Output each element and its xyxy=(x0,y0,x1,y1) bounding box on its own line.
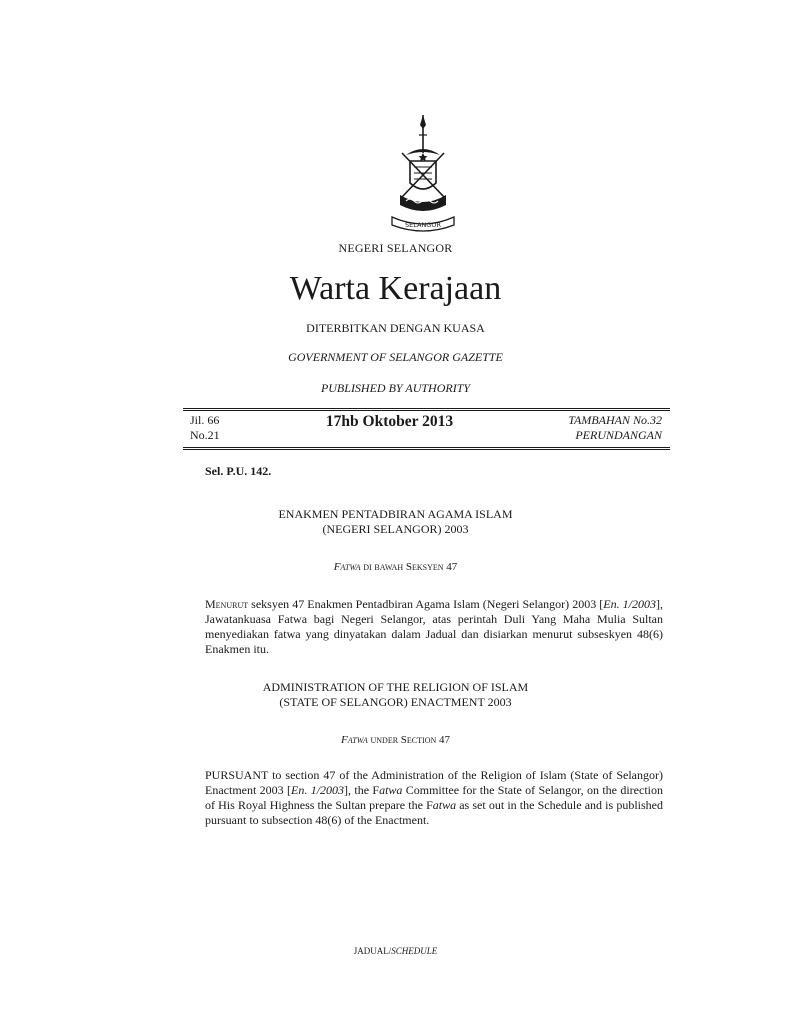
english-heading-line1: ADMINISTRATION OF THE RELIGION OF ISLAM xyxy=(262,680,529,694)
fatwa-rest: di bawah Seksyen 47 xyxy=(360,561,458,573)
jadual-label: JADUAL/ xyxy=(353,946,392,956)
subtitle-malay: DITERBITKAN DENGAN KUASA xyxy=(306,321,485,335)
malay-paragraph xyxy=(205,597,663,657)
subtitle-english: GOVERNMENT OF SELANGOR GAZETTE xyxy=(288,350,503,364)
english-text-d: as set out in the Schedule and is published pursuant to subsection 48(6) of the Enactment. xyxy=(205,798,663,827)
issue-number: No.21 xyxy=(190,428,220,442)
english-enactment-heading xyxy=(0,680,791,710)
supplement-number: TAMBAHAN No.32 xyxy=(568,413,662,427)
malay-enactment-heading xyxy=(0,507,791,537)
english-heading-line2: (STATE OF SELANGOR) ENACTMENT 2003 xyxy=(279,695,512,709)
english-paragraph xyxy=(205,768,663,828)
selangor-crest-icon xyxy=(388,113,458,235)
english-citation: En. 1/2003 xyxy=(291,783,345,797)
state-name: NEGERI SELANGOR xyxy=(338,241,453,255)
english-text-c: Committee for the State of Selangor, on the direction of His Royal Highness the Sultan prepare the F xyxy=(205,783,663,812)
malay-text-b: ], Jawatankuasa Fatwa bagi Negeri Selangor, atas perintah Duli Yang Maha Mulia Sultan menyediakan fatwa yang dinyatakan dalam Jadual dan disiarkan menurut subseskyen 48(6) Enakmen itu. xyxy=(205,597,663,656)
schedule-label: SCHEDULE xyxy=(391,946,438,956)
schedule-footer xyxy=(0,946,791,956)
malay-fatwa-subheading xyxy=(0,561,791,573)
gazette-title: Warta Kerajaan xyxy=(289,270,502,307)
supplement-info xyxy=(500,413,662,443)
malay-heading-line1: ENAKMEN PENTADBIRAN AGAMA ISLAM xyxy=(278,507,513,521)
volume-number: Jil. 66 xyxy=(190,413,220,427)
header-rule xyxy=(183,449,670,450)
fatwa-rest: under Section 47 xyxy=(367,734,451,746)
reference-number: Sel. P.U. 142. xyxy=(205,464,272,478)
english-fatwa-subheading xyxy=(0,734,791,746)
malay-text-a: seksyen 47 Enakmen Pentadbiran Agama Islam (Negeri Selangor) 2003 [ xyxy=(248,597,604,611)
english-text-b: ], the F xyxy=(344,783,380,797)
malay-lead-word: Menurut xyxy=(205,597,249,611)
crest-ribbon-label: SELANGOR xyxy=(405,221,441,229)
subtitle-published: PUBLISHED BY AUTHORITY xyxy=(320,381,471,395)
header-rule xyxy=(183,408,670,409)
english-atwa-2: atwa xyxy=(432,798,457,812)
header-rule xyxy=(183,410,670,411)
issue-date: 17hb Oktober 2013 xyxy=(325,413,454,430)
fatwa-word: Fatwa xyxy=(333,561,361,573)
english-atwa-1: atwa xyxy=(379,783,403,797)
malay-heading-line2: (NEGERI SELANGOR) 2003 xyxy=(322,522,469,536)
supplement-type: PERUNDANGAN xyxy=(575,428,662,442)
volume-info xyxy=(190,413,220,443)
malay-citation: En. 1/2003 xyxy=(603,597,656,611)
header-rule xyxy=(183,447,670,448)
english-text-a: PURSUANT to section 47 of the Administration of the Religion of Islam (State of Selangor) Enactment 2003 [ xyxy=(205,768,663,797)
fatwa-word: Fatwa xyxy=(340,734,368,746)
